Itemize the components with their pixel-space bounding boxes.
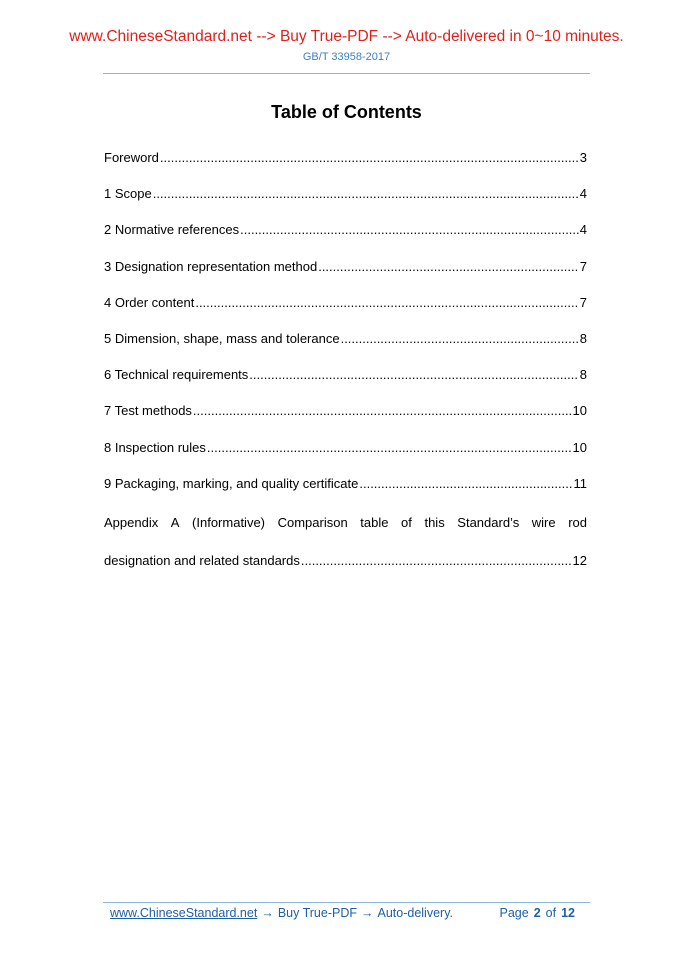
appendix-word: (Informative) xyxy=(192,515,266,530)
dot-leader xyxy=(240,220,579,240)
dot-leader xyxy=(249,365,578,385)
toc-entry-foreword[interactable] xyxy=(104,148,587,184)
appendix-word: this xyxy=(424,515,445,530)
toc-entry-page: 4 xyxy=(579,222,587,238)
page-total: 12 xyxy=(561,906,575,920)
dot-leader xyxy=(195,293,578,313)
dot-leader xyxy=(207,438,572,458)
toc-entry-page: 10 xyxy=(572,439,587,455)
appendix-word: of xyxy=(401,515,412,530)
arrow-right-icon: → xyxy=(361,906,374,920)
appendix-word: wire xyxy=(531,515,556,530)
appendix-word: table xyxy=(360,515,389,530)
toc-entry-page: 12 xyxy=(572,553,587,568)
page-footer xyxy=(110,906,580,920)
appendix-word: Standard’s xyxy=(457,515,520,530)
dot-leader xyxy=(193,401,572,421)
toc-entry-label: 9 Packaging, marking, and quality certificate xyxy=(104,475,359,491)
toc-entry-packaging[interactable] xyxy=(104,474,587,510)
dot-leader xyxy=(160,148,579,168)
page-current: 2 xyxy=(533,906,541,920)
dot-leader xyxy=(301,551,572,571)
toc-entry-label: 7 Test methods xyxy=(104,403,192,419)
toc-entry-label: 8 Inspection rules xyxy=(104,439,206,455)
toc-entry-scope[interactable] xyxy=(104,184,587,220)
toc-entry-label: designation and related standards xyxy=(104,553,300,568)
appendix-word: Appendix xyxy=(104,515,159,530)
appendix-line-1 xyxy=(104,513,587,533)
toc-entry-designation-method[interactable] xyxy=(104,257,587,293)
page-of: of xyxy=(545,906,557,920)
dot-leader xyxy=(341,329,579,349)
toc-entry-label: 4 Order content xyxy=(104,294,195,310)
promo-banner[interactable]: www.ChineseStandard.net --> Buy True-PDF --> Auto-delivered in 0~10 minutes. xyxy=(69,28,624,45)
toc-entry-label: 3 Designation representation method xyxy=(104,258,318,274)
toc-entry-page: 8 xyxy=(579,330,587,346)
toc-entry-technical-requirements[interactable] xyxy=(104,365,587,401)
toc-entry-normative-references[interactable] xyxy=(104,220,587,256)
page-label: Page xyxy=(499,906,529,920)
site-link[interactable]: www.ChineseStandard.net xyxy=(110,906,258,920)
page-title: Table of Contents xyxy=(271,102,422,122)
toc-entry-label: 6 Technical requirements xyxy=(104,367,249,383)
toc-entry-test-methods[interactable] xyxy=(104,401,587,437)
toc-entry-appendix-a[interactable] xyxy=(104,513,587,571)
buy-text: Buy True-PDF xyxy=(277,906,357,920)
arrow-right-icon: → xyxy=(261,906,274,920)
toc-entry-inspection-rules[interactable] xyxy=(104,438,587,474)
toc-entry-page: 10 xyxy=(572,403,587,419)
toc-entry-dimension[interactable] xyxy=(104,329,587,365)
toc-entry-order-content[interactable] xyxy=(104,293,587,329)
appendix-word: Comparison xyxy=(277,515,348,530)
footer-divider xyxy=(103,902,590,903)
toc-entry-label: 5 Dimension, shape, mass and tolerance xyxy=(104,330,340,346)
document-id: GB/T 33958-2017 xyxy=(302,51,391,63)
toc-entry-page: 7 xyxy=(579,258,587,274)
toc-entry-label: 2 Normative references xyxy=(104,222,240,238)
toc-entry-page: 8 xyxy=(579,367,587,383)
toc-entry-page: 3 xyxy=(579,150,587,165)
dot-leader xyxy=(153,184,579,204)
toc-entry-page: 4 xyxy=(579,186,587,202)
dot-leader xyxy=(318,257,579,277)
delivery-text: Auto-delivery. xyxy=(377,906,453,920)
toc-entry-page: 11 xyxy=(573,475,587,491)
appendix-word: A xyxy=(170,515,180,530)
toc-entry-page: 7 xyxy=(579,294,587,310)
toc-list xyxy=(104,148,587,510)
header-divider xyxy=(103,73,590,74)
toc-entry-label: Foreword xyxy=(104,150,159,165)
appendix-word: rod xyxy=(568,515,587,530)
toc-entry-label: 1 Scope xyxy=(104,186,152,202)
dot-leader xyxy=(359,474,572,494)
appendix-line-2 xyxy=(104,551,587,571)
